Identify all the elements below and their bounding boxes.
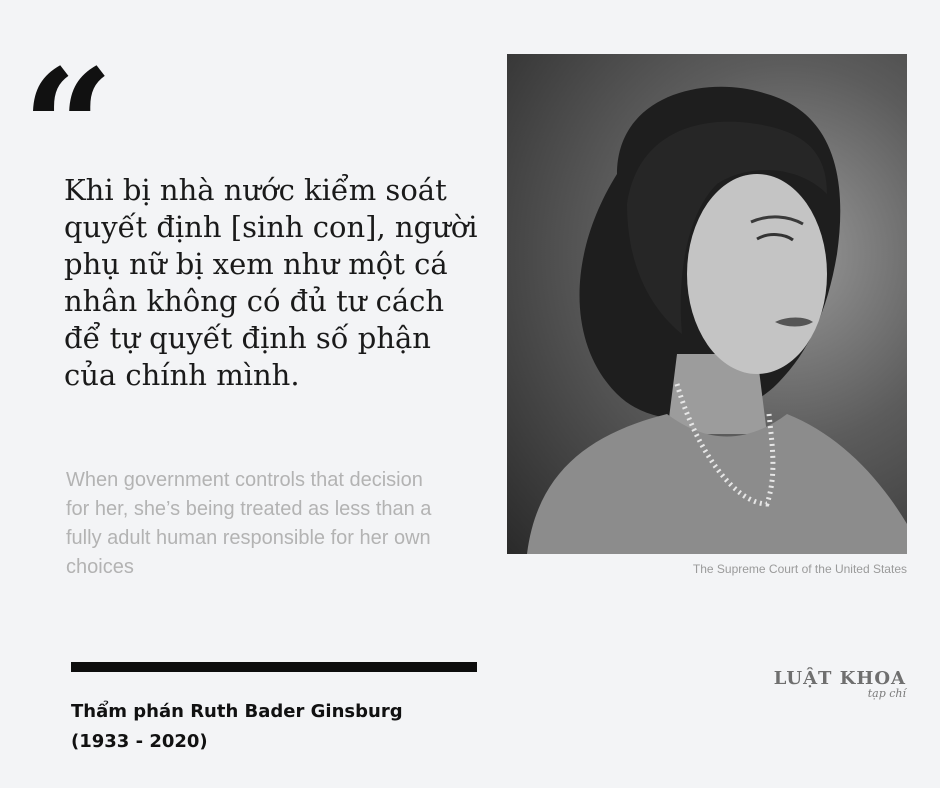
attribution-name: Thẩm phán Ruth Bader Ginsburg	[71, 701, 403, 722]
logo	[774, 668, 906, 700]
quote-en-line: fully adult human responsible for her own	[66, 527, 431, 549]
quote-vi-line: để tự quyết định số phận	[64, 321, 431, 355]
attribution-years: (1933 - 2020)	[71, 731, 208, 752]
quote-en-line: for her, she’s being treated as less than a	[66, 498, 432, 520]
divider-bar	[71, 662, 477, 672]
attribution	[71, 697, 403, 757]
quote-vi-line: nhân không có đủ tư cách	[64, 284, 445, 318]
quote-mark-icon: “	[22, 34, 115, 222]
photo-caption: The Supreme Court of the United States	[692, 562, 907, 576]
quote-vi-line: quyết định [sinh con], người	[64, 210, 478, 244]
quote-english	[66, 466, 486, 582]
quote-en-line: When government controls that decision	[66, 469, 423, 491]
logo-sub-text: tạp chí	[867, 687, 906, 700]
quote-vietnamese	[64, 172, 484, 394]
quote-vi-line: Khi bị nhà nước kiểm soát	[64, 173, 447, 207]
logo-main-text: LUẬT KHOA	[773, 668, 906, 689]
quote-vi-line: của chính mình.	[64, 358, 300, 392]
portrait-photo	[507, 54, 907, 554]
quote-vi-line: phụ nữ bị xem như một cá	[64, 247, 448, 281]
quote-en-line: choices	[66, 556, 134, 578]
